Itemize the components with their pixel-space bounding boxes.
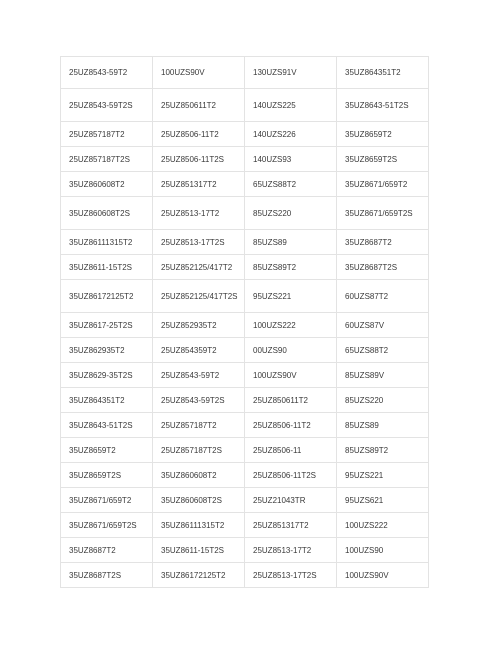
table-row: [61, 147, 429, 172]
table-cell: 85UZS89: [337, 413, 429, 438]
table-cell: 60UZS87V: [337, 313, 429, 338]
table-cell: 35UZ8629-35T2S: [61, 363, 153, 388]
table-cell: 35UZ8659T2S: [337, 147, 429, 172]
table-row: [61, 230, 429, 255]
table-cell: 25UZ852125/417T2S: [153, 280, 245, 313]
table-cell: 25UZ852935T2: [153, 313, 245, 338]
table-cell: 25UZ8543-59T2: [153, 363, 245, 388]
table-cell: 35UZ8659T2: [61, 438, 153, 463]
table-cell: 35UZ864351T2: [337, 57, 429, 89]
table-cell: 85UZS89T2: [245, 255, 337, 280]
table-cell: 85UZS220: [245, 197, 337, 230]
table-row: [61, 57, 429, 89]
table-cell: 35UZ8671/659T2S: [337, 197, 429, 230]
table-cell: 35UZ8687T2: [61, 538, 153, 563]
table-cell: 25UZ852125/417T2: [153, 255, 245, 280]
table-cell: 25UZ857187T2: [61, 122, 153, 147]
table-cell: 25UZ854359T2: [153, 338, 245, 363]
table-row: [61, 122, 429, 147]
table-cell: 100UZS222: [337, 513, 429, 538]
table-cell: 25UZ8543-59T2S: [61, 89, 153, 122]
table-cell: 25UZ8543-59T2: [61, 57, 153, 89]
table-cell: 25UZ8506-11: [245, 438, 337, 463]
table-cell: 100UZS222: [245, 313, 337, 338]
table-cell: 65UZS88T2: [337, 338, 429, 363]
table-row: [61, 538, 429, 563]
part-number-table: [60, 56, 429, 588]
table-cell: 95UZS221: [245, 280, 337, 313]
table-cell: 35UZ8687T2: [337, 230, 429, 255]
table-cell: 35UZ860608T2: [61, 172, 153, 197]
table-cell: 25UZ8513-17T2: [153, 197, 245, 230]
table-cell: 35UZ8687T2S: [337, 255, 429, 280]
table-cell: 35UZ8671/659T2: [337, 172, 429, 197]
table-cell: 25UZ857187T2: [153, 413, 245, 438]
table-cell: 35UZ8671/659T2: [61, 488, 153, 513]
table-cell: 35UZ86111315T2: [61, 230, 153, 255]
table-cell: 25UZ8506-11T2S: [153, 147, 245, 172]
table-row: [61, 363, 429, 388]
table-cell: 00UZS90: [245, 338, 337, 363]
table-cell: 100UZS90: [337, 538, 429, 563]
table-cell: 140UZS226: [245, 122, 337, 147]
table-cell: 25UZ8506-11T2: [245, 413, 337, 438]
table-cell: 25UZ857187T2S: [153, 438, 245, 463]
table-cell: 25UZ850611T2: [245, 388, 337, 413]
table-cell: 25UZ21043TR: [245, 488, 337, 513]
table-row: [61, 255, 429, 280]
table-cell: 35UZ8659T2S: [61, 463, 153, 488]
table-cell: 95UZS621: [337, 488, 429, 513]
table-cell: 60UZS87T2: [337, 280, 429, 313]
table-row: [61, 413, 429, 438]
table-cell: 25UZ8506-11T2S: [245, 463, 337, 488]
table-cell: 100UZS90V: [337, 563, 429, 588]
table-cell: 95UZS221: [337, 463, 429, 488]
table-cell: 25UZ8543-59T2S: [153, 388, 245, 413]
table-cell: 35UZ864351T2: [61, 388, 153, 413]
table-row: [61, 313, 429, 338]
table-row: [61, 172, 429, 197]
table-cell: 25UZ851317T2: [153, 172, 245, 197]
table-body: [61, 57, 429, 588]
table-cell: 25UZ8513-17T2: [245, 538, 337, 563]
table-cell: 35UZ8687T2S: [61, 563, 153, 588]
table-row: [61, 338, 429, 363]
table-cell: 35UZ8659T2: [337, 122, 429, 147]
table-cell: 100UZS90V: [153, 57, 245, 89]
table-cell: 25UZ8506-11T2: [153, 122, 245, 147]
table-cell: 35UZ86172125T2: [153, 563, 245, 588]
table-row: [61, 438, 429, 463]
table-row: [61, 488, 429, 513]
table-cell: 35UZ86172125T2: [61, 280, 153, 313]
table-cell: 35UZ860608T2S: [153, 488, 245, 513]
table-cell: 25UZ8513-17T2S: [153, 230, 245, 255]
table-row: [61, 280, 429, 313]
table-cell: 35UZ860608T2: [153, 463, 245, 488]
table-cell: 25UZ850611T2: [153, 89, 245, 122]
table-cell: 140UZS225: [245, 89, 337, 122]
table-row: [61, 388, 429, 413]
table-row: [61, 197, 429, 230]
table-cell: 25UZ857187T2S: [61, 147, 153, 172]
table-cell: 35UZ8611-15T2S: [153, 538, 245, 563]
table-row: [61, 513, 429, 538]
table-cell: 100UZS90V: [245, 363, 337, 388]
table-cell: 35UZ8643-51T2S: [337, 89, 429, 122]
table-cell: 85UZS89T2: [337, 438, 429, 463]
table-cell: 85UZS89V: [337, 363, 429, 388]
table-cell: 35UZ860608T2S: [61, 197, 153, 230]
table-cell: 35UZ8617-25T2S: [61, 313, 153, 338]
table-row: [61, 563, 429, 588]
table-row: [61, 89, 429, 122]
table-cell: 35UZ86111315T2: [153, 513, 245, 538]
table-cell: 35UZ8611-15T2S: [61, 255, 153, 280]
table-cell: 130UZS91V: [245, 57, 337, 89]
table-cell: 35UZ8643-51T2S: [61, 413, 153, 438]
table-cell: 85UZS220: [337, 388, 429, 413]
table-cell: 140UZS93: [245, 147, 337, 172]
document-page: [60, 56, 428, 588]
table-cell: 65UZS88T2: [245, 172, 337, 197]
table-cell: 25UZ851317T2: [245, 513, 337, 538]
table-cell: 35UZ862935T2: [61, 338, 153, 363]
table-cell: 25UZ8513-17T2S: [245, 563, 337, 588]
table-cell: 35UZ8671/659T2S: [61, 513, 153, 538]
table-row: [61, 463, 429, 488]
table-cell: 85UZS89: [245, 230, 337, 255]
